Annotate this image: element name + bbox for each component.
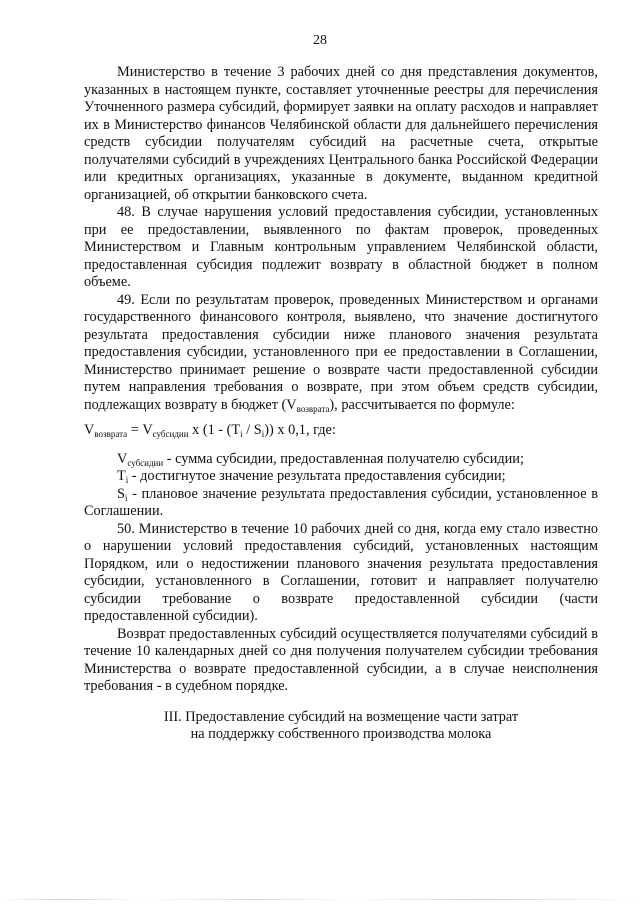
definition-v-symbol: V xyxy=(117,450,128,467)
definition-t xyxy=(84,468,598,486)
scan-edge-line xyxy=(0,899,640,900)
definition-s-symbol: S xyxy=(117,485,125,502)
document-body xyxy=(84,64,598,744)
section-heading-line-1: III. Предоставление субсидий на возмещение части затрат xyxy=(163,708,519,725)
definition-t-symbol: T xyxy=(117,468,126,484)
formula-slash: / S xyxy=(242,422,262,438)
paragraph-intro: Министерство в течение 3 рабочих дней со дня представления документов, указанных в настоящем пункте, составляет уточненные реестры для перечисления Уточненного размера субсидий, формирует заявки на оплату расходов и направляет их в Министерство финансов Челябинской области для дальнейшего перечисления средств субсидии получателям субсидий на расчетные счета, открытые получателями субсидий в учреждениях Центрального банка Российской Федерации или кредитных организациях, указанные в документе, выданном кредитной организацией, об открытии банковского счета. xyxy=(84,64,598,203)
formula-tail: )) x 0,1, где: xyxy=(264,422,336,438)
definition-s-subscript: i xyxy=(124,492,128,503)
definition-v-subsidy xyxy=(84,451,598,469)
formula-v-subsidy-subscript: субсидии xyxy=(152,429,189,439)
definition-s-text: - плановое значение результата предоставления субсидии, установленное в Соглашении. xyxy=(84,485,598,519)
formula xyxy=(84,422,598,440)
paragraph-50: 50. Министерство в течение 10 рабочих дней со дня, когда ему стало известно о нарушении условий предоставления субсидий, установленных настоящим Порядком, или о недостижении планового значения результата предоставления субсидии, установленного в Соглашении, готовит и направляет получателю субсидии требование о возврате предоставленной субсидии (части предоставленной субсидии). xyxy=(84,520,598,624)
paragraph-49-text: 49. Если по результатам проверок, проведенных Министерством и органами государственного финансового контроля, выявлено, что значение достигнутого результата предоставления субсидии ниже планового значения результата предоставления субсидии, установленного при ее предоставлении в Соглашении, Министерство принимает решение о возврате части предоставленной субсидии путем направления требования о возврате, при этом объем средств субсидии, подлежащих возврату в бюджет (V xyxy=(84,291,598,413)
definition-v-text: - сумма субсидии, предоставленная получателю субсидии; xyxy=(163,450,524,467)
formula-s-subscript: i xyxy=(261,429,265,439)
paragraph-48: 48. В случае нарушения условий предоставления субсидии, установленных при ее предоставлении, выявленного по фактам проверок, проведенных Министерством и Главным контрольным управлением Челябинской области, предоставленная субсидия подлежит возврату в областной бюджет в полном объеме. xyxy=(84,204,598,290)
formula-v-symbol: V xyxy=(84,422,95,438)
section-heading-line-2: на поддержку собственного производства молока xyxy=(190,726,492,742)
definition-t-subscript: i xyxy=(125,475,129,485)
paragraph-49 xyxy=(84,292,598,415)
definition-s xyxy=(84,486,598,521)
formula-equals: = V xyxy=(127,422,153,438)
formula-t-subscript: i xyxy=(240,429,243,439)
formula-v-return-subscript: возврата xyxy=(94,429,128,439)
formula-middle: x (1 - (T xyxy=(188,422,241,438)
paragraph-49-subscript: возврата xyxy=(296,403,330,414)
paragraph-return: Возврат предоставленных субсидий осуществляется получателями субсидий в течение 10 календарных дней со дня получения получателем субсидии требования Министерства о возврате предоставленной субсидии, а в случае неисполнения требования - в судебном порядке. xyxy=(84,625,598,694)
page-number: 28 xyxy=(313,33,327,48)
definition-v-subscript: субсидии xyxy=(127,457,164,468)
section-heading xyxy=(84,709,598,744)
paragraph-49-text-end: ), рассчитывается по формуле: xyxy=(329,396,515,413)
definition-t-text: - достигнутое значение результата предоставления субсидии; xyxy=(128,468,506,484)
